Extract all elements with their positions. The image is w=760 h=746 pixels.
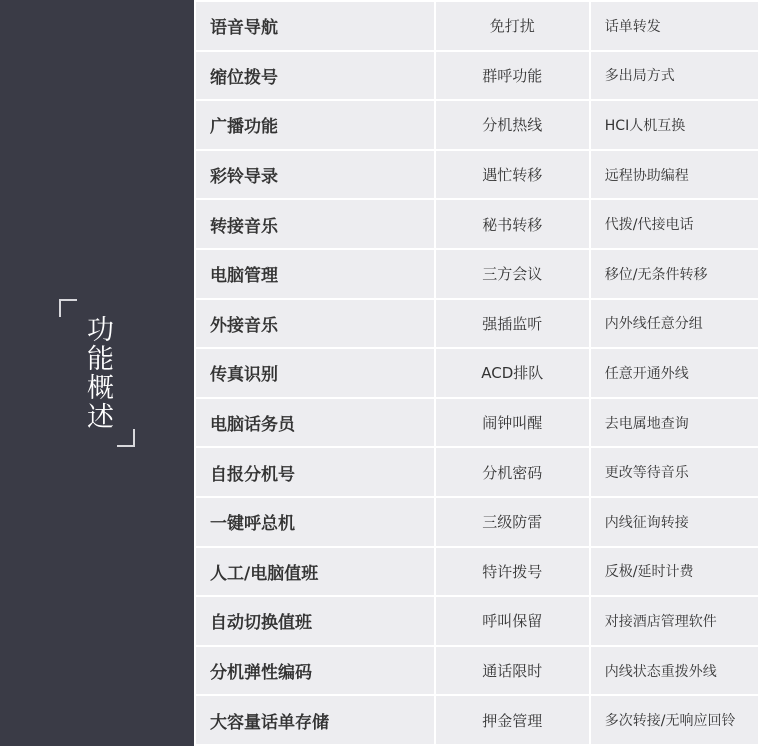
table-row — [195, 398, 759, 448]
table-row — [195, 447, 759, 497]
feature-cell-tertiary: 任意开通外线 — [590, 348, 759, 398]
feature-cell-tertiary: 去电属地查询 — [590, 398, 759, 448]
table-row — [195, 51, 759, 101]
feature-cell-tertiary: 多出局方式 — [590, 51, 759, 101]
feature-cell-secondary: 强插监听 — [435, 299, 590, 349]
feature-cell-tertiary: 内线状态重拨外线 — [590, 646, 759, 696]
table-row — [195, 596, 759, 646]
feature-cell-tertiary: HCI人机互换 — [590, 100, 759, 150]
feature-cell-tertiary: 多次转接/无响应回铃 — [590, 695, 759, 745]
feature-cell-primary: 大容量话单存储 — [195, 695, 435, 745]
section-title: 功能概述 — [82, 315, 113, 431]
feature-cell-tertiary: 更改等待音乐 — [590, 447, 759, 497]
feature-cell-secondary: 通话限时 — [435, 646, 590, 696]
feature-cell-primary: 彩铃导录 — [195, 150, 435, 200]
feature-cell-tertiary: 话单转发 — [590, 1, 759, 51]
feature-cell-primary: 缩位拨号 — [195, 51, 435, 101]
feature-cell-secondary: 押金管理 — [435, 695, 590, 745]
feature-cell-primary: 传真识别 — [195, 348, 435, 398]
feature-cell-tertiary: 代拨/代接电话 — [590, 199, 759, 249]
table-row — [195, 695, 759, 745]
feature-cell-primary: 一键呼总机 — [195, 497, 435, 547]
feature-cell-secondary: 闹钟叫醒 — [435, 398, 590, 448]
side-panel — [0, 0, 194, 746]
feature-grid-area — [194, 0, 760, 746]
corner-bottom-right-mark — [117, 429, 135, 447]
feature-cell-secondary: 秘书转移 — [435, 199, 590, 249]
feature-cell-tertiary: 移位/无条件转移 — [590, 249, 759, 299]
feature-cell-secondary: 三级防雷 — [435, 497, 590, 547]
table-row — [195, 646, 759, 696]
feature-cell-tertiary: 远程协助编程 — [590, 150, 759, 200]
table-row — [195, 547, 759, 597]
side-title-wrap — [59, 299, 135, 447]
feature-cell-primary: 自报分机号 — [195, 447, 435, 497]
feature-cell-tertiary: 对接酒店管理软件 — [590, 596, 759, 646]
table-row — [195, 497, 759, 547]
table-row — [195, 249, 759, 299]
feature-cell-secondary: 呼叫保留 — [435, 596, 590, 646]
feature-cell-secondary: ACD排队 — [435, 348, 590, 398]
feature-cell-primary: 自动切换值班 — [195, 596, 435, 646]
feature-cell-primary: 分机弹性编码 — [195, 646, 435, 696]
feature-cell-primary: 电脑管理 — [195, 249, 435, 299]
feature-cell-secondary: 免打扰 — [435, 1, 590, 51]
feature-cell-secondary: 群呼功能 — [435, 51, 590, 101]
table-row — [195, 348, 759, 398]
feature-cell-primary: 人工/电脑值班 — [195, 547, 435, 597]
feature-cell-secondary: 遇忙转移 — [435, 150, 590, 200]
table-row — [195, 299, 759, 349]
feature-cell-secondary: 特许拨号 — [435, 547, 590, 597]
corner-top-left-mark — [59, 299, 77, 317]
feature-cell-tertiary: 内线征询转接 — [590, 497, 759, 547]
table-row — [195, 199, 759, 249]
feature-cell-primary: 广播功能 — [195, 100, 435, 150]
feature-cell-primary: 电脑话务员 — [195, 398, 435, 448]
table-row — [195, 100, 759, 150]
table-row — [195, 1, 759, 51]
feature-cell-secondary: 分机热线 — [435, 100, 590, 150]
feature-cell-primary: 语音导航 — [195, 1, 435, 51]
feature-table — [194, 0, 760, 746]
feature-cell-primary: 转接音乐 — [195, 199, 435, 249]
table-row — [195, 150, 759, 200]
feature-cell-secondary: 三方会议 — [435, 249, 590, 299]
feature-cell-secondary: 分机密码 — [435, 447, 590, 497]
feature-cell-primary: 外接音乐 — [195, 299, 435, 349]
feature-cell-tertiary: 内外线任意分组 — [590, 299, 759, 349]
feature-cell-tertiary: 反极/延时计费 — [590, 547, 759, 597]
